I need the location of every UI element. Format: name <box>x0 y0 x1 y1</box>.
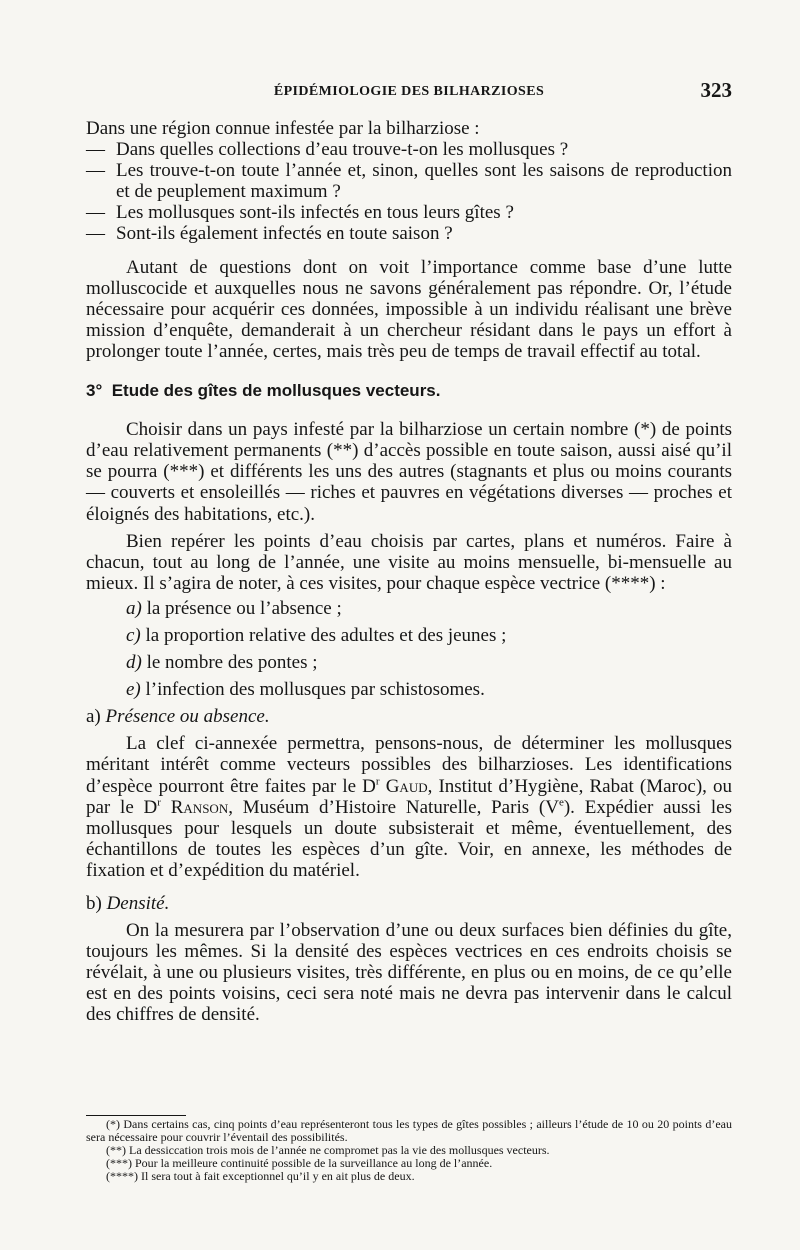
intro-lead: Dans une région connue infestée par la bilharziose : <box>86 118 480 139</box>
item-text: la présence ou l’absence ; <box>146 597 342 619</box>
superscript: r <box>375 775 380 788</box>
text-run: , Institut d’Hygiène, Rabat (Maroc), ou par le D <box>86 775 733 818</box>
observation-item <box>86 625 732 646</box>
subsection-heading-a <box>86 706 732 727</box>
observation-list <box>86 598 732 700</box>
question-text: Dans quelles collections d’eau trouve-t-on les mollusques ? <box>116 139 569 161</box>
author-name: Ranson <box>170 796 229 818</box>
item-text: la proportion relative des adultes et des jeunes ; <box>145 624 507 646</box>
superscript: e <box>558 796 564 809</box>
footnote-divider <box>86 1115 186 1116</box>
item-text: l’infection des mollusques par schistosomes. <box>145 679 485 701</box>
paragraph-choose: Choisir dans un pays infesté par la bilharziose un certain nombre (*) de points d’eau relativement permanents (**) d’accès possible en toute saison, aussi aisé qu’il se pourra (***) et différents les uns des autres (stagnants et plus ou moins courants — couverts et ensoleillés — riches et pauvres en végétations diverses — proches et éloignés des habitations, etc.). <box>86 419 732 525</box>
spacer <box>86 401 732 419</box>
body-text <box>86 118 732 1026</box>
subsection-title: Densité. <box>106 893 170 914</box>
question-item <box>86 160 732 202</box>
subsection-label: b) <box>86 893 102 914</box>
section-title: Etude des gîtes de mollusques vecteurs. <box>111 381 441 401</box>
observation-item <box>86 598 732 619</box>
observation-item <box>86 652 732 673</box>
question-text: Sont-ils également infectés en toute saison ? <box>116 223 453 245</box>
question-item <box>86 139 732 160</box>
question-text: Les trouve-t-on toute l’année et, sinon, quelles sont les saisons de reproduction et de peuplement maximum ? <box>116 160 732 203</box>
question-text: Les mollusques sont-ils infectés en tous leurs gîtes ? <box>116 202 514 224</box>
footnotes <box>86 1118 732 1183</box>
spacer <box>86 245 732 257</box>
item-letter: a) <box>126 597 142 619</box>
paragraph-density: On la mesurera par l’observation d’une ou deux surfaces bien définies du gîte, toujours les mêmes. Si la densité des espèces vectrices en ces endroits choisis se révélait, à une ou plusieurs visites, très différente, en plus ou en moins, de ce qu’elle est en des points voisins, ceci sera noté mais ne devra pas intervenir dans le calcul des chiffres de densité. <box>86 920 732 1026</box>
subsection-label: a) <box>86 706 101 728</box>
item-letter: c) <box>126 624 141 646</box>
spacer <box>86 362 732 380</box>
paragraph-mark: Bien repérer les points d’eau choisis par cartes, plans et numéros. Faire à chacun, tout au long de l’année, une visite au moins mensuelle, bi-mensuelle au mieux. Il s’agira de noter, à ces visites, pour chaque espèce vectrice (****) : <box>86 530 732 594</box>
dash-mark: — <box>86 202 105 224</box>
paragraph-questions: Autant de questions dont on voit l’importance comme base d’une lutte molluscocide et auxquelles nous ne savons généralement pas répondre. Or, l’étude nécessaire pour acquérir ces données, impossible à un individu réalisant une brève mission d’enquête, demanderait à un chercheur résidant dans le pays un effort à prolonger toute l’année, certes, mais très peu de temps de travail effectif au total. <box>86 256 732 362</box>
dash-mark: — <box>86 139 105 161</box>
item-letter: e) <box>126 679 141 701</box>
author-name: Gaud <box>385 775 428 797</box>
question-item <box>86 223 732 244</box>
superscript: r <box>157 796 161 809</box>
question-item <box>86 202 732 223</box>
text-run: La clef ci-annexée permettra, pensons-nous, de déterminer les mollusques méritant intérêt comme vecteurs possibles des bilharzioses. Les identifications d’espèce pourront être faites par le D <box>86 733 732 797</box>
footnote: (**) La dessiccation trois mois de l’année ne compromet pas la vie des mollusques vecteurs. <box>106 1143 550 1157</box>
footnote: (***) Pour la meilleure continuité possible de la surveillance au long de l’année. <box>106 1156 493 1170</box>
dash-mark: — <box>86 160 105 182</box>
paragraph-presence <box>86 733 732 881</box>
text-run: , Muséum d’Histoire Naturelle, Paris (V <box>228 796 559 818</box>
section-number: 3° <box>86 381 103 401</box>
page-number: 323 <box>700 78 732 102</box>
dash-mark: — <box>86 223 105 245</box>
footnote: (****) Il sera tout à fait exceptionnel qu’il y en ait plus de deux. <box>106 1169 415 1183</box>
spacer <box>86 881 732 893</box>
subsection-title: Présence ou absence. <box>105 706 270 728</box>
footnote: (*) Dans certains cas, cinq points d’eau représenteront tous les types de gîtes possibles ; ailleurs l’étude de 10 ou 20 points d’eau sera nécessaire pour couvrir l’éventail des possibilités. <box>86 1117 732 1144</box>
item-text: le nombre des pontes ; <box>146 652 318 674</box>
observation-item <box>86 679 732 700</box>
section-heading <box>86 380 732 401</box>
subsection-heading-b <box>86 893 732 914</box>
item-letter: d) <box>126 652 142 674</box>
running-head <box>86 78 732 106</box>
question-list <box>86 139 732 244</box>
text-run: ). Expédier aussi les mollusques pour lesquels un doute subsisterait et même, éventuellement, des échantillons de toutes les espèces d’un gîte. Voir, en annexe, les méthodes de fixation et d’expédition du matériel. <box>86 796 732 881</box>
running-title: ÉPIDÉMIOLOGIE DES BILHARZIOSES <box>273 84 545 99</box>
